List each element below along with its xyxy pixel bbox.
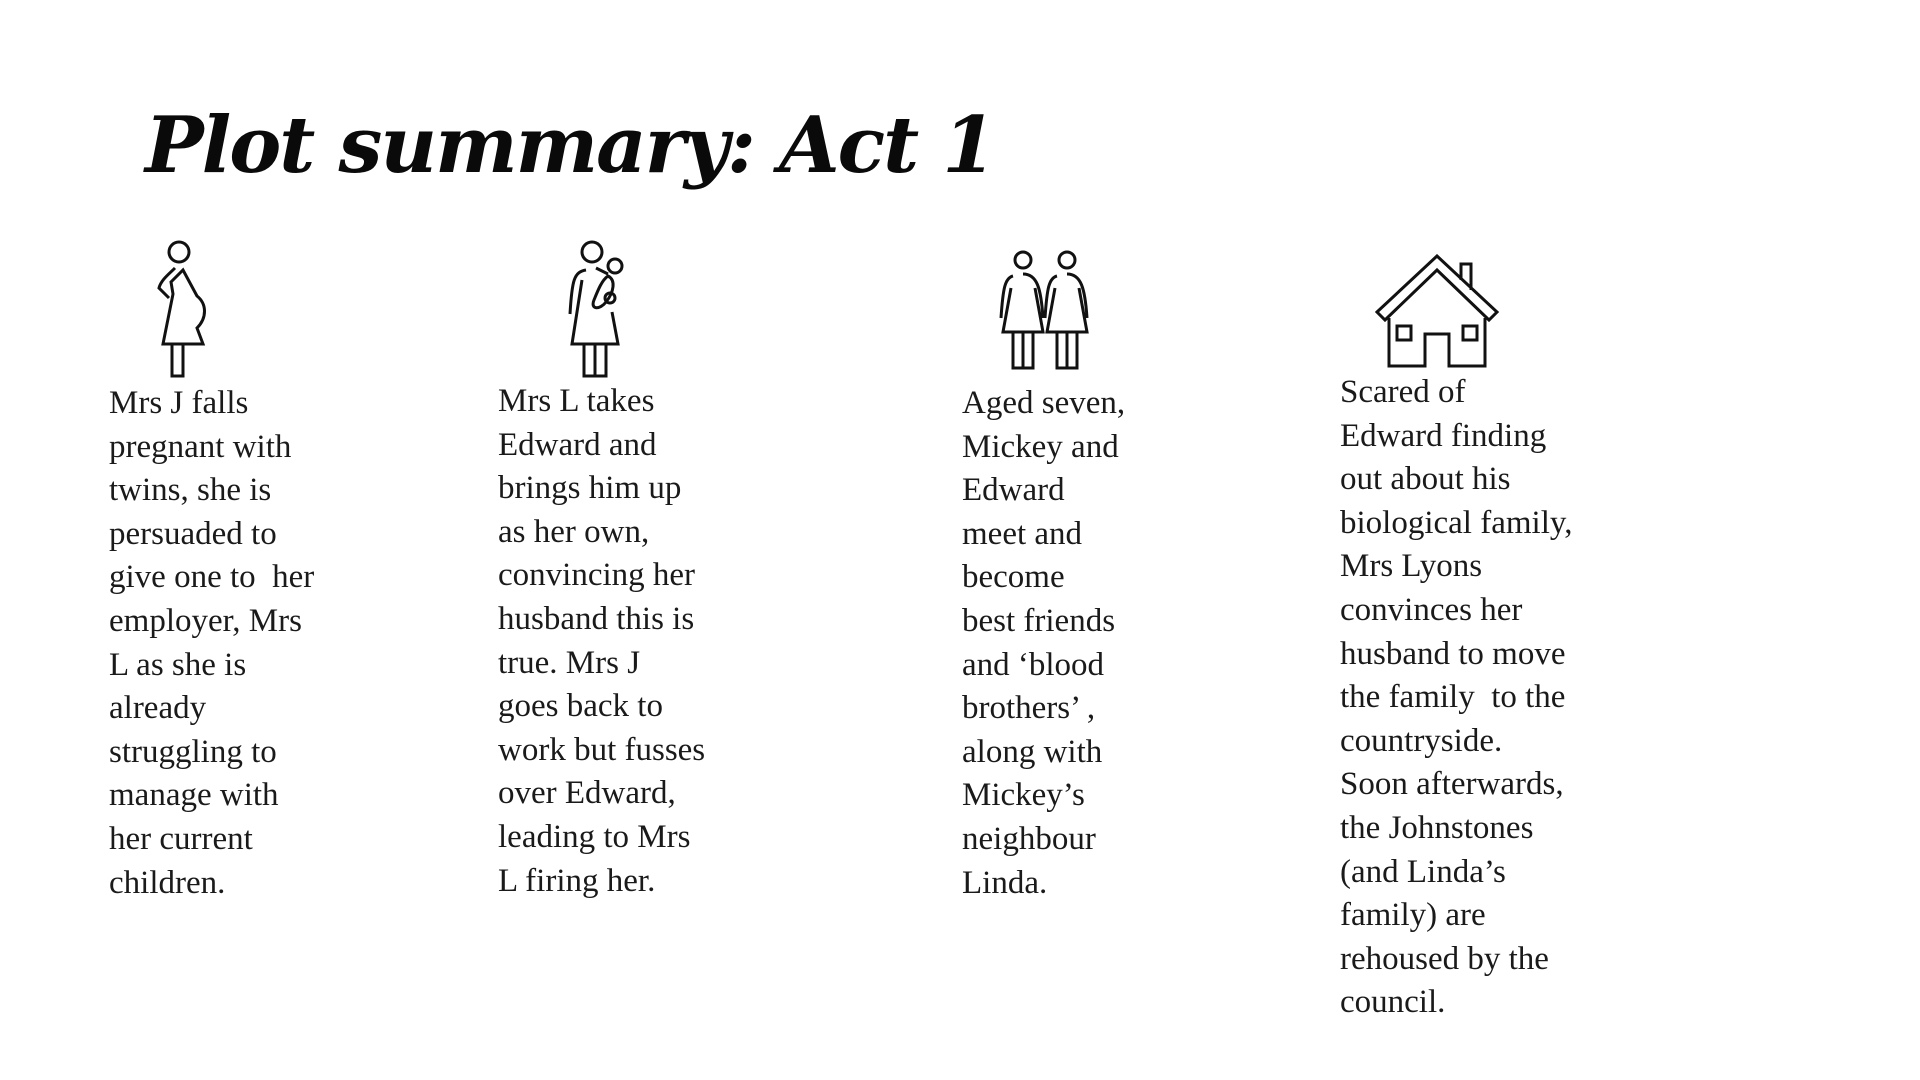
pregnant-woman-icon: [145, 240, 210, 378]
text-line: true. Mrs J: [498, 644, 641, 681]
text-line: Mrs Lyons: [1340, 548, 1483, 585]
summary-column-3: [962, 382, 1125, 905]
text-line: meet and: [962, 515, 1083, 552]
summary-column-2: [498, 380, 705, 903]
house-icon: [1375, 254, 1501, 368]
text-line: the family to the: [1340, 679, 1566, 716]
text-line: Mrs L takes: [498, 383, 655, 419]
text-line: employer, Mrs: [109, 602, 302, 639]
text-line: husband to move: [1340, 635, 1566, 672]
text-line: Mrs J falls: [109, 385, 249, 421]
woman-holding-baby-icon: [560, 240, 630, 378]
text-line: brings him up: [498, 470, 682, 507]
text-line: become: [962, 559, 1065, 596]
text-line: biological family,: [1340, 504, 1573, 541]
text-line: as her own,: [498, 513, 650, 550]
text-line: convincing her: [498, 557, 696, 594]
text-line: Mickey and: [962, 428, 1119, 465]
page-title: Plot summary: Act 1: [145, 100, 995, 191]
text-line: Scared of: [1340, 374, 1466, 410]
text-line: struggling to: [109, 733, 277, 770]
two-children-icon: [997, 248, 1095, 372]
text-line: brothers’ ,: [962, 690, 1096, 727]
text-line: L as she is: [109, 646, 247, 683]
text-line: Soon afterwards,: [1340, 766, 1564, 803]
text-line: manage with: [109, 777, 279, 814]
summary-column-4: [1340, 371, 1572, 1025]
text-line: her current: [109, 820, 253, 857]
text-line: Edward finding: [1340, 417, 1547, 454]
text-line: persuaded to: [109, 515, 277, 552]
text-line: husband this is: [498, 600, 695, 637]
summary-column-1: [109, 382, 314, 905]
text-line: children.: [109, 864, 226, 901]
text-line: L firing her.: [498, 862, 656, 899]
text-line: and ‘blood: [962, 646, 1105, 683]
text-line: Edward: [962, 472, 1065, 509]
text-line: give one to her: [109, 559, 315, 596]
text-line: over Edward,: [498, 775, 676, 812]
text-line: twins, she is: [109, 472, 272, 509]
text-line: Edward and: [498, 426, 657, 463]
text-line: already: [109, 690, 207, 727]
text-line: pregnant with: [109, 428, 292, 465]
text-line: Aged seven,: [962, 385, 1126, 421]
text-line: countryside.: [1340, 722, 1503, 759]
text-line: the Johnstones: [1340, 809, 1534, 846]
text-line: family) are: [1340, 897, 1486, 934]
text-line: (and Linda’s: [1340, 853, 1506, 890]
text-line: council.: [1340, 984, 1446, 1021]
text-line: leading to Mrs: [498, 818, 691, 855]
text-line: convinces her: [1340, 591, 1523, 628]
text-line: Linda.: [962, 864, 1048, 901]
text-line: rehoused by the: [1340, 940, 1549, 977]
text-line: goes back to: [498, 688, 663, 725]
text-line: work but fusses: [498, 731, 706, 768]
text-line: out about his: [1340, 461, 1511, 498]
text-line: neighbour: [962, 820, 1096, 857]
text-line: best friends: [962, 602, 1116, 639]
text-line: Mickey’s: [962, 777, 1085, 814]
text-line: along with: [962, 733, 1103, 770]
